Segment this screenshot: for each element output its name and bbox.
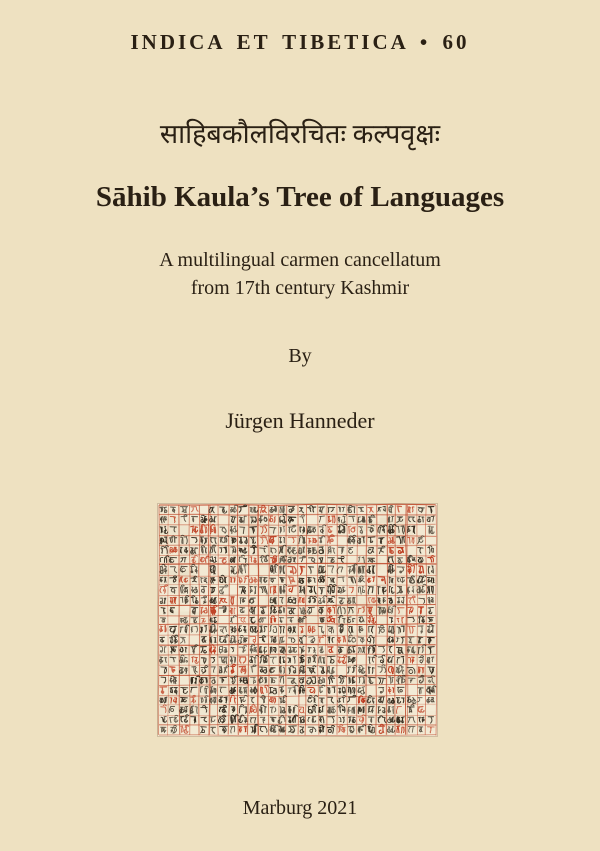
byline: By	[288, 345, 312, 367]
book-title: Sāhib Kaula’s Tree of Languages	[95, 181, 505, 213]
sanskrit-title: साहिबकौलविरचितः कल्पवृक्षः	[159, 119, 441, 149]
manuscript-image	[157, 503, 438, 737]
imprint: Marburg 2021	[242, 797, 358, 819]
author-name: Jürgen Hanneder	[225, 408, 375, 433]
subtitle-line-1: A multilingual carmen cancellatum	[159, 249, 441, 271]
subtitle-line-2: from 17th century Kashmir	[190, 277, 410, 299]
series-title: INDICA ET TIBETICA • 60	[130, 30, 470, 54]
